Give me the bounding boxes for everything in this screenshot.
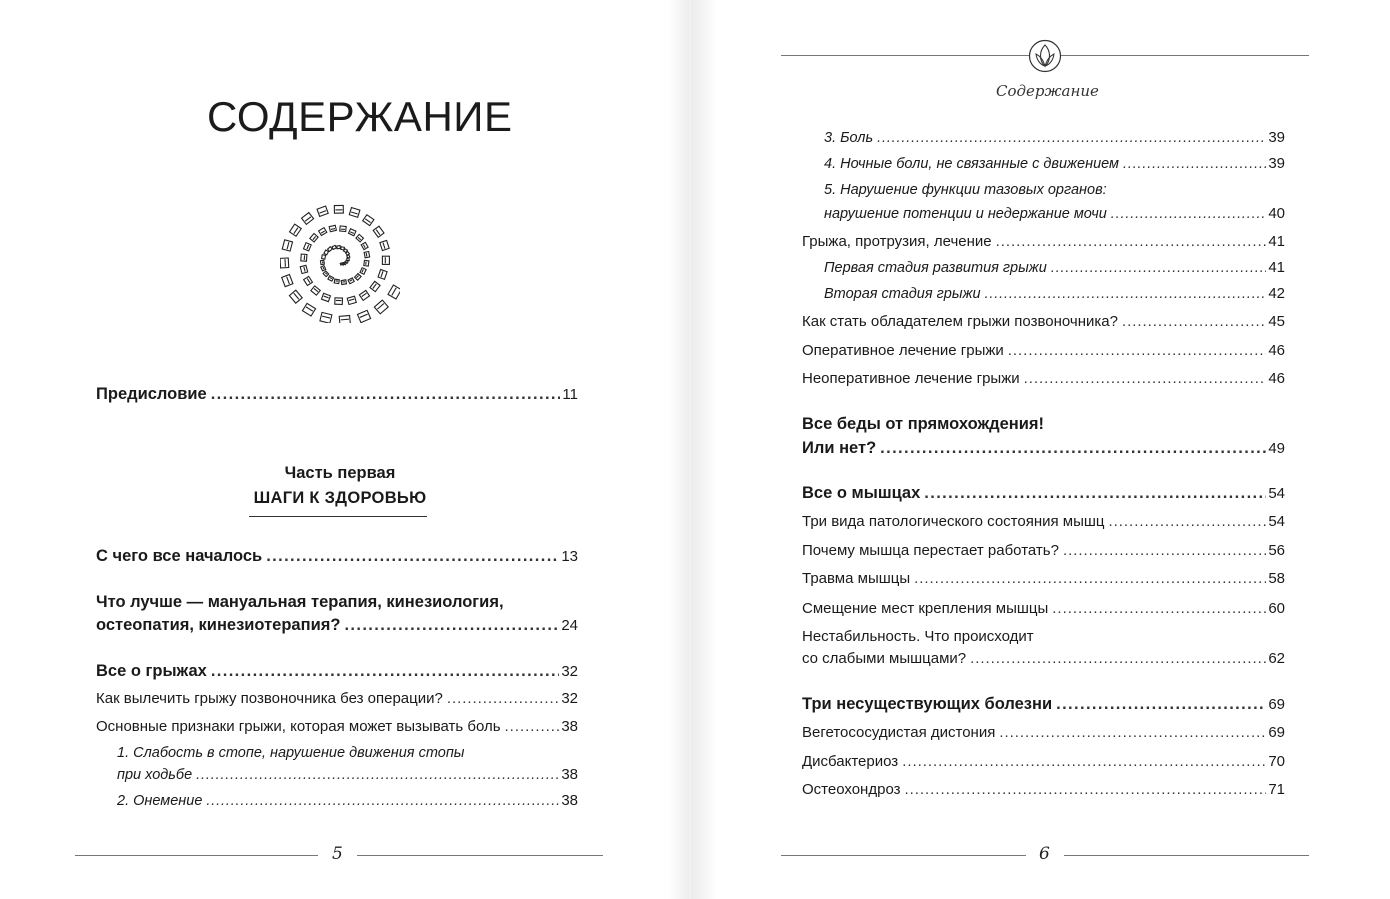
toc-entry-label: Как вылечить грыжу позвоночника без операции?	[96, 690, 443, 707]
toc-entry-page: 13	[561, 548, 578, 565]
toc-entry-page: 60	[1268, 600, 1285, 617]
toc-leader-dots	[1123, 153, 1266, 175]
toc-leader-dots	[447, 688, 559, 710]
toc-entry-page: 38	[561, 766, 578, 783]
toc-entry[interactable]	[802, 722, 1285, 744]
toc-leader-dots	[880, 437, 1266, 459]
toc-leader-dots	[1056, 693, 1266, 715]
toc-entry[interactable]	[117, 790, 578, 812]
toc-entry-label: Основные признаки грыжи, которая может вызывать боль	[96, 718, 501, 735]
toc-leader-dots	[211, 660, 560, 682]
toc-entry-label: 3. Боль	[824, 130, 874, 146]
toc-entry-label: Или нет?	[802, 439, 877, 457]
toc-leader-dots	[1052, 598, 1266, 620]
footer-rule-right	[1064, 855, 1309, 856]
toc-entry-line1[interactable]: 1. Слабость в стопе, нарушение движения стопы	[117, 745, 465, 761]
toc-entry-label: при ходьбе	[117, 767, 193, 783]
toc-entry[interactable]	[96, 660, 578, 683]
toc-leader-dots	[1051, 257, 1266, 279]
page-number: 6	[1039, 844, 1050, 864]
toc-entry-label: Неоперативное лечение грыжи	[802, 370, 1020, 387]
toc-entry[interactable]	[96, 545, 578, 568]
toc-leader-dots	[924, 482, 1266, 504]
toc-leader-dots	[1008, 340, 1267, 362]
toc-entry-label: Первая стадия развития грыжи	[824, 260, 1047, 276]
toc-entry-page: 41	[1268, 233, 1285, 250]
toc-entry-page: 46	[1268, 342, 1285, 359]
toc-leader-dots	[505, 716, 560, 738]
toc-leader-dots	[266, 545, 559, 567]
toc-leader-dots	[1024, 368, 1267, 390]
toc-leader-dots	[970, 648, 1266, 670]
toc-entry-line1[interactable]: Все беды от прямохождения!	[802, 415, 1045, 433]
toc-entry-page: 54	[1268, 513, 1285, 530]
toc-entry-page: 41	[1268, 259, 1285, 276]
toc-entry-label: Три несуществующих болезни	[802, 695, 1053, 713]
toc-leader-dots	[1122, 311, 1266, 333]
toc-entry[interactable]	[824, 283, 1285, 305]
toc-entry-label: Вегетососудистая дистония	[802, 724, 996, 741]
toc-leader-dots	[1109, 511, 1267, 533]
toc-entry-line1[interactable]: Что лучше — мануальная терапия, кинезиология,	[96, 593, 504, 611]
toc-entry-page: 49	[1268, 440, 1285, 457]
toc-entry[interactable]	[96, 383, 578, 406]
toc-entry-label: остеопатия, кинезиотерапия?	[96, 616, 341, 634]
part-label: Часть первая	[284, 464, 396, 482]
toc-entry-page: 54	[1268, 485, 1285, 502]
toc-entry-label: нарушение потенции и недержание мочи	[824, 206, 1107, 222]
toc-entry[interactable]	[802, 511, 1285, 533]
toc-entry-page: 32	[561, 690, 578, 707]
toc-entry[interactable]	[802, 598, 1285, 620]
toc-entry[interactable]	[96, 614, 578, 637]
toc-entry-page: 32	[561, 663, 578, 680]
toc-entry[interactable]	[802, 368, 1285, 390]
toc-entry[interactable]	[802, 693, 1285, 716]
toc-leader-dots	[914, 568, 1266, 590]
toc-entry-label: Остеохондроз	[802, 781, 901, 798]
toc-leader-dots	[996, 231, 1267, 253]
running-head: Содержание	[996, 82, 1099, 100]
toc-entry[interactable]	[802, 648, 1285, 670]
toc-entry-label: Смещение мест крепления мышцы	[802, 600, 1049, 617]
toc-entry-label: С чего все началось	[96, 547, 263, 565]
toc-entry-label: Грыжа, протрузия, лечение	[802, 233, 992, 250]
toc-entry[interactable]	[802, 779, 1285, 801]
toc-entry[interactable]	[802, 311, 1285, 333]
toc-entry[interactable]	[96, 716, 578, 738]
footer-rule-left	[781, 855, 1026, 856]
toc-entry-label: Все о грыжах	[96, 662, 207, 680]
toc-entry-page: 69	[1268, 696, 1285, 713]
toc-leader-dots	[999, 722, 1266, 744]
toc-entry-page: 71	[1268, 781, 1285, 798]
toc-leader-dots	[905, 779, 1267, 801]
toc-entry-label: Все о мышцах	[802, 484, 921, 502]
toc-entry-label: 2. Онемение	[117, 793, 203, 809]
toc-leader-dots	[1063, 540, 1266, 562]
toc-entry-label: Вторая стадия грыжи	[824, 286, 981, 302]
toc-entry-label: Оперативное лечение грыжи	[802, 342, 1004, 359]
toc-entry-page: 11	[562, 386, 578, 403]
toc-entry-label: Как стать обладателем грыжи позвоночника?	[802, 313, 1118, 330]
toc-entry[interactable]	[802, 482, 1285, 505]
lotus-emblem-icon	[1028, 39, 1062, 73]
toc-entry-page: 39	[1268, 155, 1285, 172]
toc-entry[interactable]	[802, 751, 1285, 773]
toc-leader-dots	[877, 127, 1266, 149]
toc-entry[interactable]	[802, 231, 1285, 253]
part-title-underline	[249, 516, 427, 517]
spiral-ornament-icon	[280, 198, 400, 323]
toc-entry-label: Три вида патологического состояния мышц	[802, 513, 1105, 530]
toc-leader-dots	[902, 751, 1266, 773]
toc-entry[interactable]	[824, 153, 1285, 175]
gutter-shadow	[668, 0, 690, 899]
toc-entry-page: 38	[561, 718, 578, 735]
toc-entry-page: 24	[561, 617, 578, 634]
toc-entry[interactable]	[802, 540, 1285, 562]
footer-rule-right	[357, 855, 603, 856]
toc-entry[interactable]	[96, 688, 578, 710]
toc-entry[interactable]	[824, 203, 1285, 225]
toc-entry-page: 70	[1268, 753, 1285, 770]
toc-leader-dots	[196, 764, 559, 786]
toc-entry-line1[interactable]: 5. Нарушение функции тазовых органов:	[824, 182, 1107, 198]
toc-entry-label: Дисбактериоз	[802, 753, 899, 770]
toc-entry[interactable]	[117, 764, 578, 786]
toc-entry-label: со слабыми мышцами?	[802, 650, 967, 667]
toc-leader-dots	[985, 283, 1267, 305]
toc-entry[interactable]	[802, 340, 1285, 362]
toc-entry[interactable]	[802, 568, 1285, 590]
toc-entry-page: 39	[1268, 129, 1285, 146]
part-title: ШАГИ К ЗДОРОВЬЮ	[253, 489, 427, 507]
footer-rule-left	[75, 855, 318, 856]
toc-entry-label: Предисловие	[96, 385, 207, 403]
toc-entry-page: 45	[1268, 313, 1285, 330]
contents-title: СОДЕРЖАНИЕ	[207, 93, 513, 140]
toc-entry-page: 58	[1268, 570, 1285, 587]
toc-leader-dots	[344, 614, 559, 636]
toc-entry-page: 40	[1268, 205, 1285, 222]
toc-entry[interactable]	[802, 437, 1285, 460]
toc-leader-dots	[206, 790, 559, 812]
toc-entry-page: 69	[1268, 724, 1285, 741]
toc-entry-label: 4. Ночные боли, не связанные с движением	[824, 156, 1119, 172]
left-page	[0, 0, 690, 899]
toc-entry-page: 46	[1268, 370, 1285, 387]
toc-entry-line1[interactable]: Нестабильность. Что происходит	[802, 628, 1034, 645]
page-number: 5	[332, 844, 343, 864]
toc-entry-page: 56	[1268, 542, 1285, 559]
toc-entry-page: 38	[561, 792, 578, 809]
toc-entry[interactable]	[824, 257, 1285, 279]
toc-entry[interactable]	[824, 127, 1285, 149]
toc-leader-dots	[1111, 203, 1267, 225]
toc-entry-label: Травма мышцы	[802, 570, 911, 587]
gutter-shadow	[691, 0, 717, 899]
right-page	[691, 0, 1390, 899]
toc-leader-dots	[211, 383, 561, 405]
toc-entry-page: 42	[1268, 285, 1285, 302]
toc-entry-label: Почему мышца перестает работать?	[802, 542, 1059, 559]
toc-entry-page: 62	[1268, 650, 1285, 667]
